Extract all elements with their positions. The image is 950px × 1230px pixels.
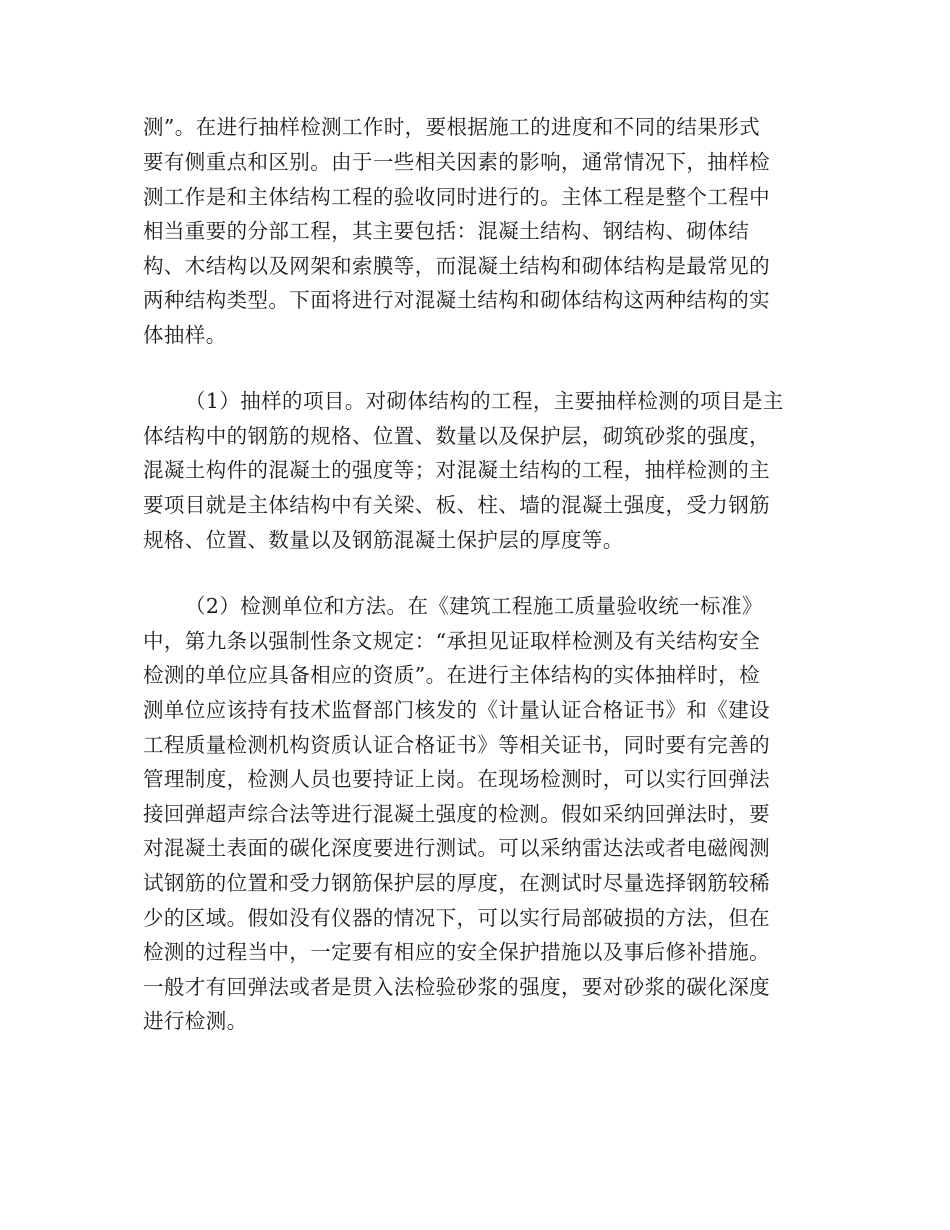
text-line: 混凝土构件的混凝土的强度等；对混凝土结构的工程，抽样检测的主 — [143, 458, 770, 482]
text-line: 相当重要的分部工程，其主要包括：混凝土结构、钢结构、砌体结 — [143, 219, 750, 243]
text-line: 检测的过程当中，一定要有相应的安全保护措施以及事后修补措施。 — [143, 940, 770, 964]
text-line: 对混凝土表面的碳化深度要进行测试。可以采纳雷达法或者电磁阀测 — [143, 836, 770, 860]
text-line: 要有侧重点和区别。由于一些相关因素的影响，通常情况下，抽样检 — [143, 150, 770, 174]
text-line: 规格、位置、数量以及钢筋混凝土保护层的厚度等。 — [143, 528, 624, 552]
text-line: 工程质量检测机构资质认证合格证书》等相关证书，同时要有完善的 — [143, 733, 770, 757]
text-line: 两种结构类型。下面将进行对混凝土结构和砌体结构这两种结构的实 — [143, 288, 770, 312]
text-line: 测单位应该持有技术监督部门核发的《计量认证合格证书》和《建设 — [143, 698, 770, 722]
text-line: 体结构中的钢筋的规格、位置、数量以及保护层，砌筑砂浆的强度， — [143, 424, 770, 448]
text-line: 管理制度，检测人员也要持证上岗。在现场检测时，可以实行回弹法 — [143, 767, 770, 791]
text-line: 构、木结构以及网架和索膜等，而混凝土结构和砌体结构是最常见的 — [143, 254, 770, 278]
text-line: 中，第九条以强制性条文规定：“承担见证取样检测及有关结构安全 — [143, 629, 760, 653]
text-line: （2）检测单位和方法。在《建筑工程施工质量验收统一标准》 — [185, 594, 763, 618]
text-line: （1）抽样的项目。对砌体结构的工程，主要抽样检测的项目是主 — [185, 389, 784, 413]
text-line: 检测的单位应具备相应的资质”。在进行主体结构的实体抽样时，检 — [143, 663, 760, 687]
text-line: 测工作是和主体结构工程的验收同时进行的。主体工程是整个工程中 — [143, 185, 770, 209]
text-line: 进行检测。 — [143, 1009, 248, 1033]
text-line: 一般才有回弹法或者是贯入法检验砂浆的强度，要对砂浆的碳化深度 — [143, 975, 770, 999]
text-line: 测”。在进行抽样检测工作时，要根据施工的进度和不同的结果形式 — [143, 115, 760, 139]
text-line: 试钢筋的位置和受力钢筋保护层的厚度，在测试时尽量选择钢筋较稀 — [143, 871, 770, 895]
text-line: 体抽样。 — [143, 323, 227, 347]
text-line: 少的区域。假如没有仪器的情况下，可以实行局部破损的方法，但在 — [143, 906, 770, 930]
text-line: 要项目就是主体结构中有关梁、板、柱、墙的混凝土强度，受力钢筋 — [143, 493, 770, 517]
text-line: 接回弹超声综合法等进行混凝土强度的检测。假如采纳回弹法时，要 — [143, 802, 770, 826]
